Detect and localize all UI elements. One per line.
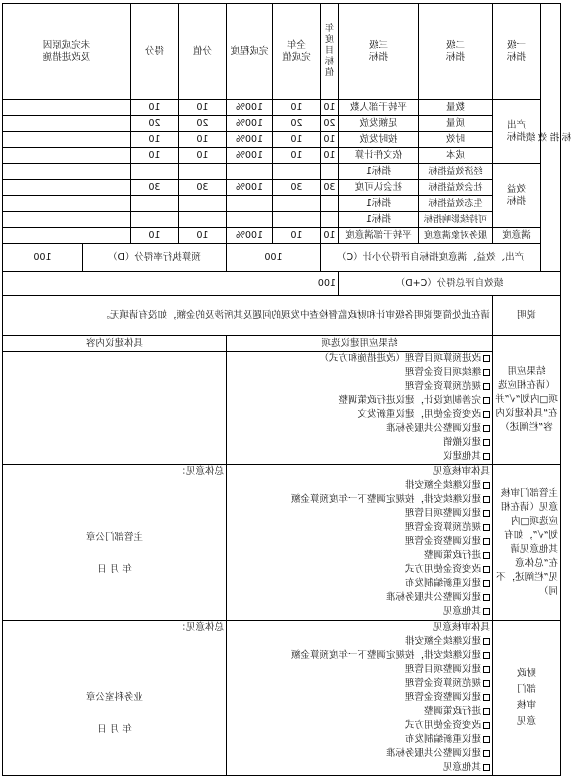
cell-reason: [2, 212, 130, 228]
application-head-content: 具体建议内容: [2, 336, 226, 352]
option-label: 建议重新编制发布: [404, 734, 481, 745]
cell-score-value: 10: [179, 228, 227, 244]
cell-score-value: [179, 212, 227, 228]
cell-target: 10: [321, 100, 339, 116]
application-content[interactable]: [2, 352, 226, 465]
option-item[interactable]: [229, 479, 490, 493]
total-value: 100: [2, 272, 338, 296]
cell-reason: [2, 196, 130, 212]
checkbox-icon[interactable]: [483, 566, 490, 573]
option-label: 建议继续全额安排: [404, 480, 481, 491]
checkbox-icon[interactable]: [483, 355, 490, 362]
total-label: 绩效自评总得分（C+D）: [339, 272, 561, 296]
table-row: [2, 212, 560, 228]
option-label: 建议调整公共服务标准: [385, 748, 481, 759]
application-head-row: [2, 336, 560, 352]
cell-l2: 经济效益指标: [419, 164, 493, 180]
subtotal-c-value: 100: [227, 244, 321, 272]
cell-score: [131, 212, 179, 228]
option-item[interactable]: [229, 380, 490, 394]
checkbox-icon[interactable]: [483, 439, 490, 446]
cell-score-value: 20: [179, 116, 227, 132]
cell-l2: 服务对象满意度: [419, 228, 493, 244]
option-label: 其他建议: [442, 451, 481, 462]
cell-score: 30: [131, 180, 179, 196]
cell-score-value: 10: [179, 132, 227, 148]
checkbox-icon[interactable]: [483, 736, 490, 743]
option-label: 建议调整公共服务标准: [385, 592, 481, 603]
cell-target: [321, 164, 339, 180]
cell-score: [131, 164, 179, 180]
cell-rate: [227, 196, 273, 212]
cell-score-value: 30: [179, 180, 227, 196]
option-item[interactable]: [229, 507, 490, 521]
table-row: [2, 116, 560, 132]
overall-opinion-label: 总体意见：: [176, 622, 224, 633]
side-label-indicators: 绩 效 指 标: [541, 4, 561, 272]
option-label: 建议调整公共服务标准: [385, 423, 481, 434]
cell-actual: [273, 196, 321, 212]
option-item[interactable]: [229, 649, 490, 663]
cell-l3: 指标1: [339, 212, 419, 228]
option-label: 建议调整资金管理: [404, 536, 481, 547]
cell-l2: 时效: [419, 132, 493, 148]
option-label: 改进预算项目管理（改进措施和方式）: [319, 353, 481, 364]
option-item[interactable]: [229, 549, 490, 563]
option-label: 建议重新编制发布: [404, 578, 481, 589]
cell-actual: 10: [273, 132, 321, 148]
cell-target: [321, 196, 339, 212]
option-label: 建议调整项目管理: [404, 508, 481, 519]
option-item[interactable]: [229, 366, 490, 380]
cell-score-value: 10: [179, 100, 227, 116]
checkbox-icon[interactable]: [483, 638, 490, 645]
finance-review-options: [227, 621, 493, 776]
cell-l3: 依文件计算: [339, 148, 419, 164]
checkbox-icon[interactable]: [483, 694, 490, 701]
option-label: 进行政策调整: [423, 550, 481, 561]
option-label: 其他意见: [442, 606, 481, 617]
checkbox-icon[interactable]: [483, 496, 490, 503]
col-score-value: 分值: [179, 4, 227, 100]
checkbox-icon[interactable]: [483, 369, 490, 376]
cell-target: 10: [321, 148, 339, 164]
cell-target: 10: [321, 132, 339, 148]
col-level2: 二级 指标: [419, 4, 493, 100]
checkbox-icon[interactable]: [483, 722, 490, 729]
cell-score: 10: [131, 228, 179, 244]
col-score: 得分: [131, 4, 179, 100]
col-level1: 一级 指标: [493, 4, 541, 100]
application-body-row: [2, 352, 560, 465]
cell-l3: 足额发放: [339, 116, 419, 132]
option-label: 建议调整项目管理: [404, 664, 481, 675]
checkbox-icon[interactable]: [483, 397, 490, 404]
table-row: [2, 164, 560, 180]
option-item[interactable]: [229, 747, 490, 761]
checkbox-icon[interactable]: [483, 652, 490, 659]
application-head-options: 结果应用建议选项: [227, 336, 493, 352]
cell-actual: 30: [273, 180, 321, 196]
checkbox-icon[interactable]: [483, 708, 490, 715]
application-options: [227, 352, 493, 465]
option-label: 完善制度设计，建议进行政策调整: [338, 395, 481, 406]
option-item[interactable]: [229, 591, 490, 605]
checkbox-icon[interactable]: [483, 750, 490, 757]
date-label: 年 月 日: [97, 564, 132, 575]
option-label: 建议调整资金管理: [404, 692, 481, 703]
cell-actual: 20: [273, 116, 321, 132]
cell-l2: 社会效益指标: [419, 180, 493, 196]
checkbox-icon[interactable]: [483, 425, 490, 432]
cell-l2: 质量: [419, 116, 493, 132]
option-item[interactable]: [229, 605, 490, 619]
cell-target: 20: [321, 116, 339, 132]
option-label: 进行政策调整: [423, 706, 481, 717]
explain-label: 说明: [493, 296, 561, 336]
checkbox-icon[interactable]: [483, 764, 490, 771]
checkbox-icon[interactable]: [483, 580, 490, 587]
cell-score: [131, 196, 179, 212]
option-item[interactable]: [229, 521, 490, 535]
cell-score-value: [179, 196, 227, 212]
subtotal-d-label: 预算执行率得分（D）: [83, 244, 227, 272]
option-label: 其他意见: [442, 762, 481, 773]
seal-label: 主管部门公章: [85, 532, 143, 543]
evaluation-form: [3, 3, 574, 776]
application-label: 结果应用 （请在相应选项□内划“√”并在“具体建议内容”栏阐述）: [493, 336, 561, 465]
cell-rate: 100%: [227, 148, 273, 164]
cell-l2: 可持续影响指标: [419, 212, 493, 228]
checkbox-icon[interactable]: [483, 552, 490, 559]
option-label: 继续项目资金管理: [404, 367, 481, 378]
dept-review-options: [227, 465, 493, 621]
cell-l2: 生态效益指标: [419, 196, 493, 212]
cell-score-value: [179, 164, 227, 180]
finance-review-row: [2, 621, 560, 776]
overall-opinion-label: 总体意见：: [176, 466, 224, 477]
option-label: 规范预算资金管理: [404, 381, 481, 392]
option-label: 建议继续全额安排: [404, 636, 481, 647]
option-item[interactable]: [229, 577, 490, 591]
checkbox-icon[interactable]: [483, 608, 490, 615]
option-item[interactable]: [229, 719, 490, 733]
checkbox-icon[interactable]: [483, 482, 490, 489]
checkbox-icon[interactable]: [483, 510, 490, 517]
checkbox-icon[interactable]: [483, 453, 490, 460]
cell-reason: [2, 180, 130, 196]
seal-label: 业务科室公章: [85, 692, 143, 703]
cell-l3: 指标1: [339, 164, 419, 180]
cell-l3: 平转干部满意度: [339, 228, 419, 244]
dept-review-label: 主管部门审核意见（请在相应选项□内划“√”，如有其他意见请在“总体意见”栏阐述，不同）: [493, 465, 561, 621]
option-label: 建议撤销: [442, 437, 481, 448]
col-target: 年 度 目 标 值: [321, 4, 339, 100]
cell-rate: 100%: [227, 100, 273, 116]
cell-score: 10: [131, 100, 179, 116]
cell-reason: [2, 228, 130, 244]
option-label: 改变资金使用，建议重新发文: [357, 409, 481, 420]
option-item[interactable]: [229, 677, 490, 691]
cell-l2: 数量: [419, 100, 493, 116]
table-row: [2, 100, 560, 116]
cell-l3: 平转干部人数: [339, 100, 419, 116]
cell-rate: 100%: [227, 228, 273, 244]
explain-row: [2, 296, 560, 336]
cell-actual: 10: [273, 100, 321, 116]
cell-l3: 按时发放: [339, 132, 419, 148]
option-item[interactable]: [229, 705, 490, 719]
col-reason: 未完成原因 及改进措施: [2, 4, 130, 100]
option-label: 规范预算资金管理: [404, 522, 481, 533]
cell-rate: [227, 212, 273, 228]
cell-target: 30: [321, 180, 339, 196]
option-item[interactable]: [229, 663, 490, 677]
cell-reason: [2, 164, 130, 180]
group-benefit: 效益 指标: [493, 164, 541, 228]
dept-review-row: [2, 465, 560, 621]
option-item[interactable]: [229, 422, 490, 436]
option-item[interactable]: [229, 733, 490, 747]
subtotal-d-value: 100: [2, 244, 82, 272]
col-rate: 完成程度: [227, 4, 273, 100]
subtotal-row: [2, 244, 560, 272]
group-output: 产出 指标: [493, 100, 541, 164]
total-row: [2, 272, 560, 296]
option-label: 规范预算资金管理: [404, 678, 481, 689]
cell-score: 20: [131, 116, 179, 132]
table-row: [2, 196, 560, 212]
cell-reason: [2, 116, 130, 132]
table-row: [2, 132, 560, 148]
cell-target: 10: [321, 228, 339, 244]
cell-l2: 成本: [419, 148, 493, 164]
cell-actual: 10: [273, 148, 321, 164]
checkbox-icon[interactable]: [483, 666, 490, 673]
option-item[interactable]: [229, 450, 490, 464]
option-item[interactable]: [229, 635, 490, 649]
option-head: 具体审核意见: [432, 466, 490, 477]
cell-l3: 指标1: [339, 196, 419, 212]
cell-actual: 10: [273, 228, 321, 244]
option-label: 建议继续安排，按规定调整下一年度预算金额: [290, 494, 481, 505]
option-item[interactable]: [229, 691, 490, 705]
table-row: [2, 180, 560, 196]
subtotal-c-label: 产出、效益、满意度指标自评得分小计（C）: [321, 244, 541, 272]
option-item[interactable]: [229, 535, 490, 549]
explain-text: 请在此处简要说明各级审计和财政监督检查中发现的问题及其所涉及的金额，如没有请填无。: [2, 296, 492, 336]
checkbox-icon[interactable]: [483, 538, 490, 545]
option-label: 改变资金使用方式: [404, 564, 481, 575]
cell-reason: [2, 148, 130, 164]
cell-score: 10: [131, 148, 179, 164]
option-item[interactable]: [229, 761, 490, 775]
option-label: 改变资金使用方式: [404, 720, 481, 731]
finance-review-label: 财政 部门 审核 意见: [493, 621, 561, 776]
cell-actual: [273, 212, 321, 228]
option-label: 建议继续安排，按规定调整下一年度预算金额: [290, 650, 481, 661]
option-head: 具体审核意见: [432, 622, 490, 633]
cell-rate: [227, 164, 273, 180]
checkbox-icon[interactable]: [483, 680, 490, 687]
cell-score: 10: [131, 132, 179, 148]
option-item[interactable]: [229, 436, 490, 450]
finance-review-content[interactable]: [2, 621, 226, 776]
cell-target: [321, 212, 339, 228]
checkbox-icon[interactable]: [483, 383, 490, 390]
cell-rate: 100%: [227, 132, 273, 148]
dept-review-content[interactable]: [2, 465, 226, 621]
date-label: 年 月 日: [97, 724, 132, 735]
checkbox-icon[interactable]: [483, 411, 490, 418]
option-item[interactable]: [229, 394, 490, 408]
cell-rate: 100%: [227, 180, 273, 196]
checkbox-icon[interactable]: [483, 524, 490, 531]
option-item[interactable]: [229, 352, 490, 366]
col-level3: 三级 指标: [339, 4, 419, 100]
cell-rate: 100%: [227, 116, 273, 132]
option-item[interactable]: [229, 493, 490, 507]
cell-score-value: 10: [179, 148, 227, 164]
option-item[interactable]: [229, 408, 490, 422]
group-satisfaction: 满意度: [493, 228, 541, 244]
evaluation-table: [2, 3, 574, 776]
col-actual: 全年 完成值: [273, 4, 321, 100]
cell-reason: [2, 132, 130, 148]
table-row: [2, 148, 560, 164]
cell-l3: 社会认可度: [339, 180, 419, 196]
header-row: [2, 4, 560, 100]
table-row: [2, 228, 560, 244]
option-item[interactable]: [229, 563, 490, 577]
cell-reason: [2, 100, 130, 116]
checkbox-icon[interactable]: [483, 594, 490, 601]
cell-actual: [273, 164, 321, 180]
